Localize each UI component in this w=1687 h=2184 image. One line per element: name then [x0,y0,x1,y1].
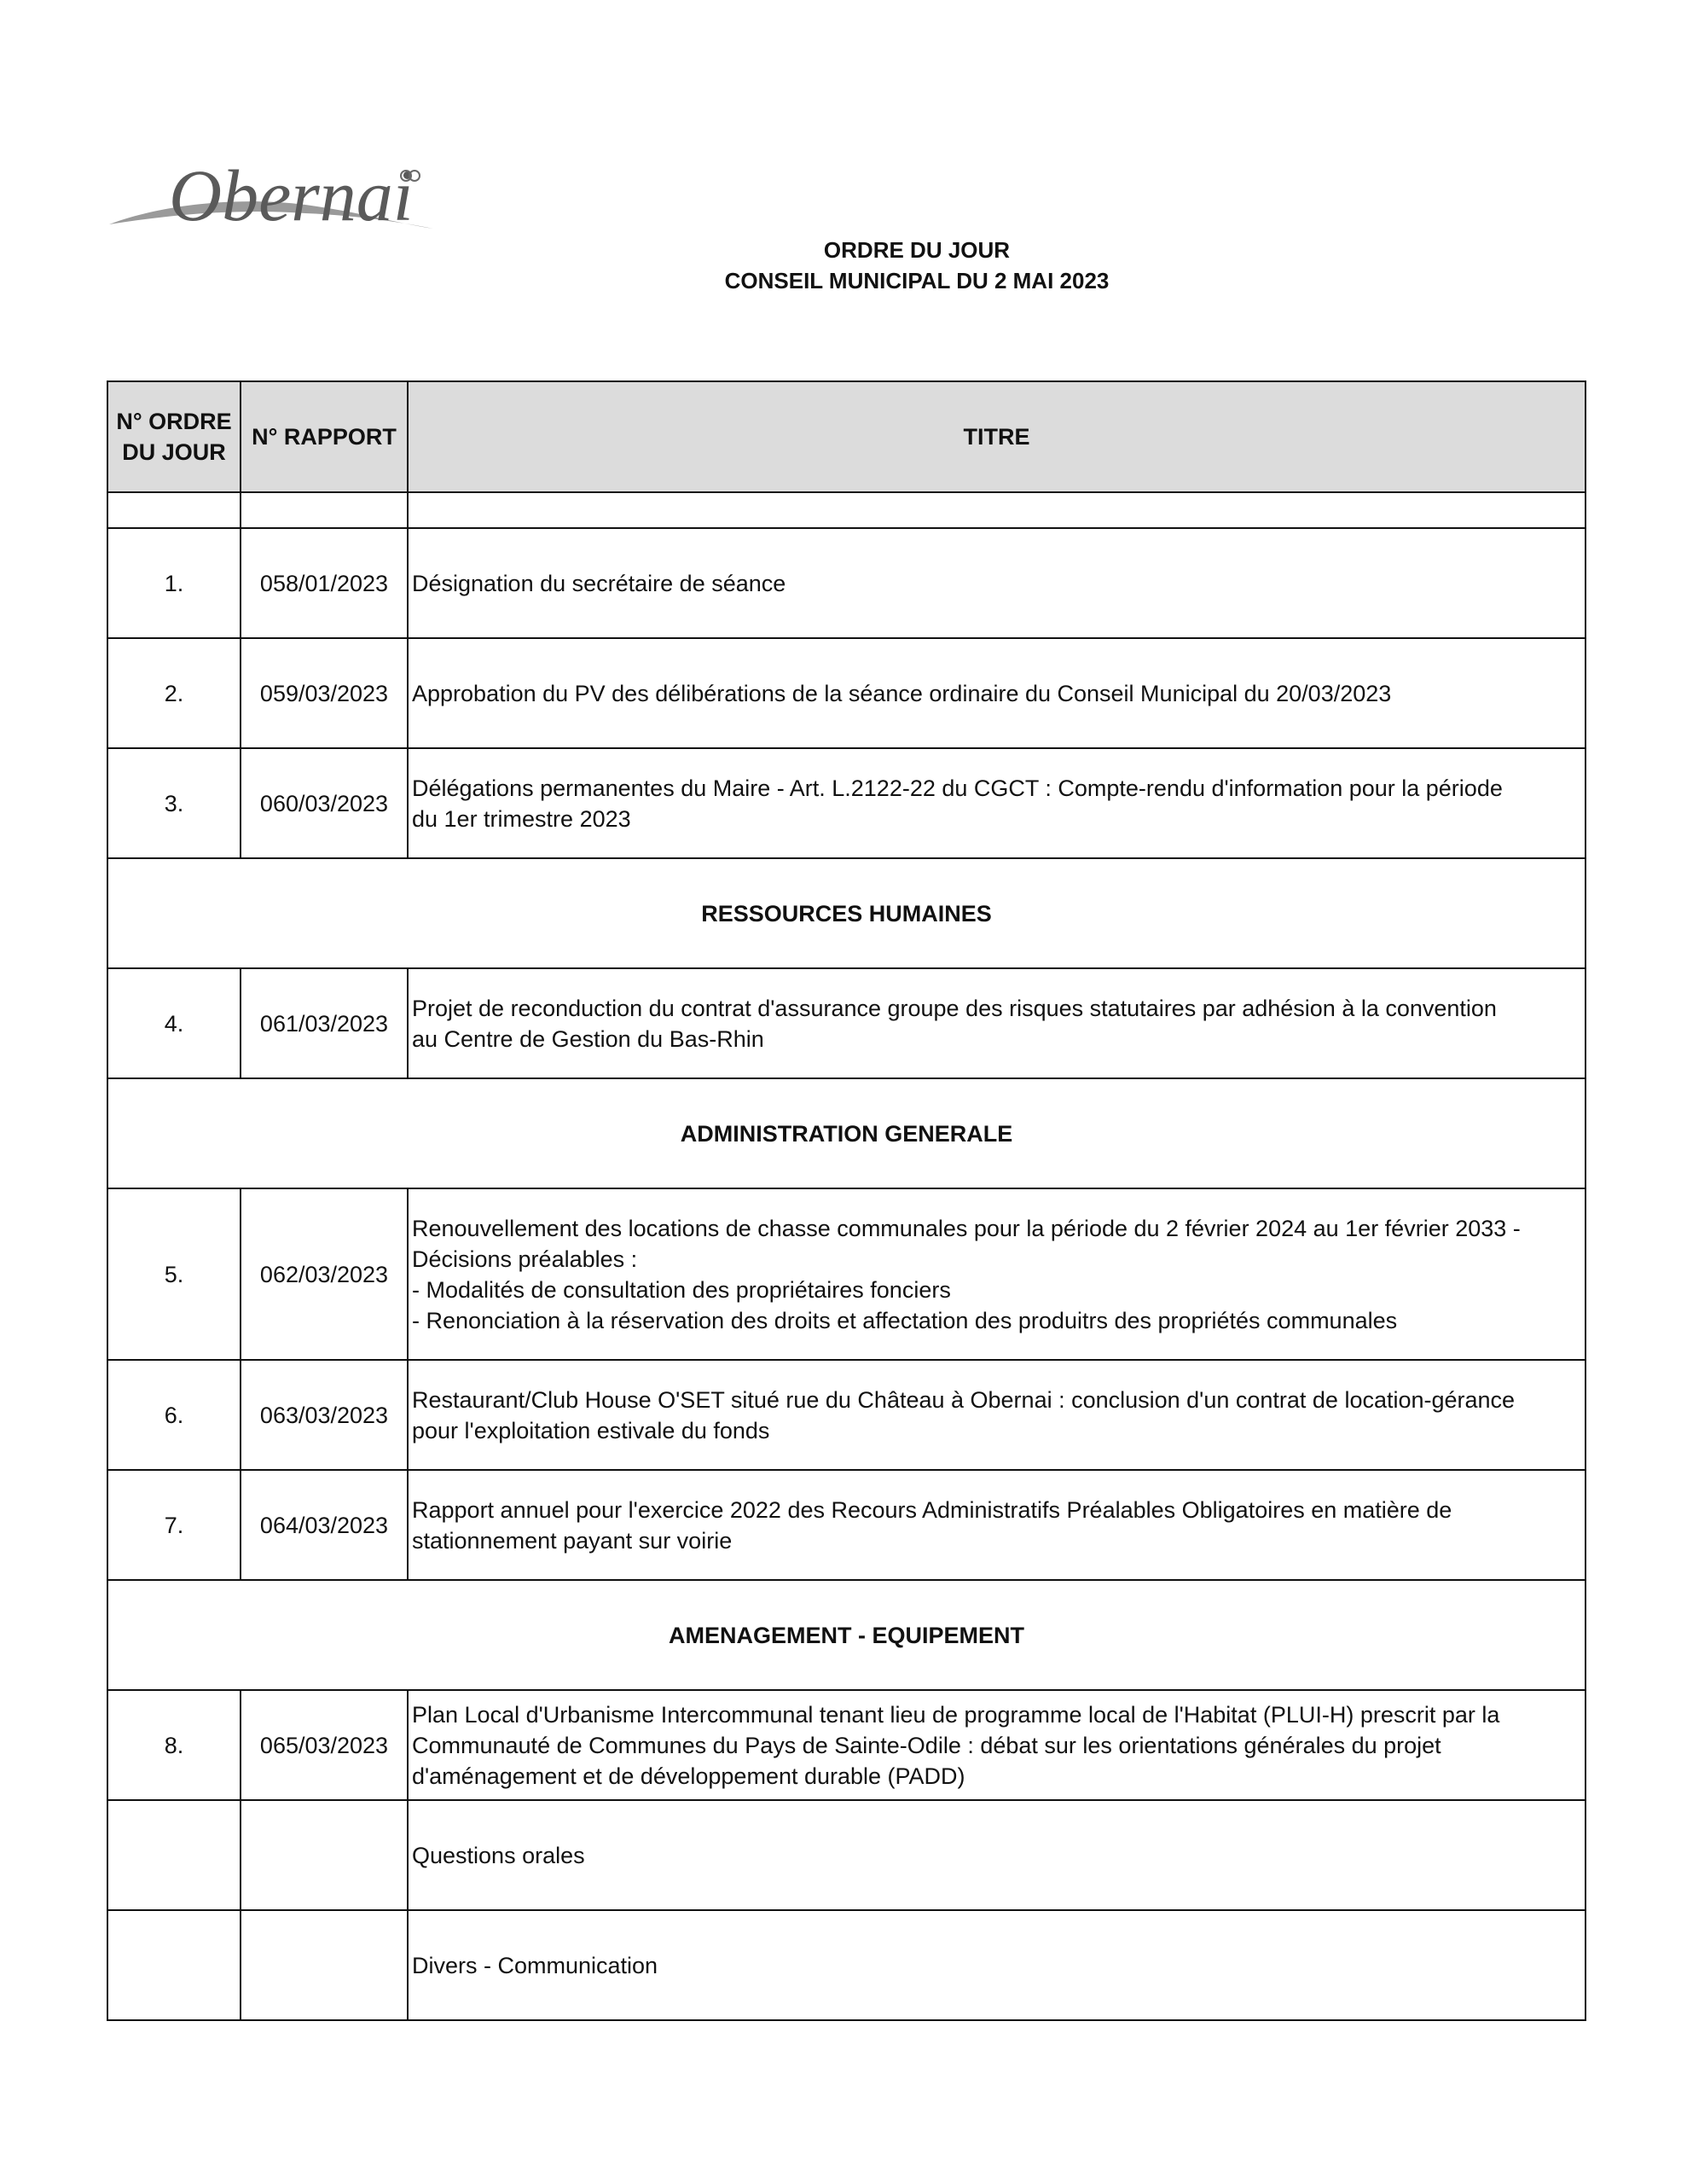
row-titre: Restaurant/Club House O'SET situé rue du Château à Obernai : conclusion d'un contrat de location-gérance pour l'exploitation estivale du fonds [408,1360,1586,1470]
agenda-table [107,380,1586,2021]
row-number: 1. [107,528,241,638]
section-heading: AMENAGEMENT - EQUIPEMENT [107,1580,1586,1690]
row-titre: Approbation du PV des délibérations de la séance ordinaire du Conseil Municipal du 20/03/2023 [408,638,1586,748]
section-heading: ADMINISTRATION GENERALE [107,1078,1586,1188]
row-rapport: 062/03/2023 [241,1188,408,1360]
row-rapport [241,1800,408,1910]
row-number: 3. [107,748,241,858]
row-number: 6. [107,1360,241,1470]
row-rapport: 063/03/2023 [241,1360,408,1470]
section-heading: RESSOURCES HUMAINES [107,858,1586,968]
table-row [107,1360,1586,1470]
row-number: 7. [107,1470,241,1580]
row-rapport: 061/03/2023 [241,968,408,1078]
row-titre: Projet de reconduction du contrat d'assurance groupe des risques statutaires par adhésion à la convention au Centre de Gestion du Bas-Rhin [408,968,1586,1078]
section-row [107,858,1586,968]
table-row [107,638,1586,748]
table-row [107,528,1586,638]
logo-wordmark: Obernai [169,154,414,236]
row-number: 5. [107,1188,241,1360]
table-row [107,968,1586,1078]
row-number: 2. [107,638,241,748]
column-header-rapport: N° RAPPORT [241,381,408,492]
row-titre: Désignation du secrétaire de séance [408,528,1586,638]
row-rapport [241,1910,408,2020]
table-row [107,1690,1586,1800]
row-titre: Plan Local d'Urbanisme Intercommunal tenant lieu de programme local de l'Habitat (PLUI-H) prescrit par la Communauté de Communes du Pays de Sainte-Odile : débat sur les orientations générales du projet d'aménagement et de développement durable (PADD) [408,1690,1586,1800]
table-row [107,1188,1586,1360]
row-titre: Délégations permanentes du Maire - Art. L.2122-22 du CGCT : Compte-rendu d'information pour la période du 1er trimestre 2023 [408,748,1586,858]
row-rapport: 065/03/2023 [241,1690,408,1800]
document-subtitle: CONSEIL MUNICIPAL DU 2 MAI 2023 [724,268,1110,293]
row-number [107,1910,241,2020]
table-spacer-row [107,492,1586,528]
row-rapport: 059/03/2023 [241,638,408,748]
table-row [107,1910,1586,2020]
row-titre: Divers - Communication [408,1910,1586,2020]
row-rapport: 058/01/2023 [241,528,408,638]
table-row [107,1470,1586,1580]
row-number: 4. [107,968,241,1078]
row-titre: Rapport annuel pour l'exercice 2022 des Recours Administratifs Préalables Obligatoires en matière de stationnement payant sur voirie [408,1470,1586,1580]
table-row [107,748,1586,858]
section-row [107,1580,1586,1690]
row-rapport: 064/03/2023 [241,1470,408,1580]
column-header-num: N° ORDRE DU JOUR [107,381,241,492]
table-row [107,1800,1586,1910]
row-rapport: 060/03/2023 [241,748,408,858]
column-header-titre: TITRE [408,381,1586,492]
table-header-row [107,381,1586,492]
document-title: ORDRE DU JOUR [823,237,1011,263]
row-number: 8. [107,1690,241,1800]
row-number [107,1800,241,1910]
section-row [107,1078,1586,1188]
row-titre: Questions orales [408,1800,1586,1910]
row-titre: Renouvellement des locations de chasse communales pour la période du 2 février 2024 au 1er février 2033 - Décisions préalables : - Modalités de consultation des propriétaires fonciers - Renonciation à la réservation des droits et affectation des produitrs des propriétés communales [408,1188,1586,1360]
